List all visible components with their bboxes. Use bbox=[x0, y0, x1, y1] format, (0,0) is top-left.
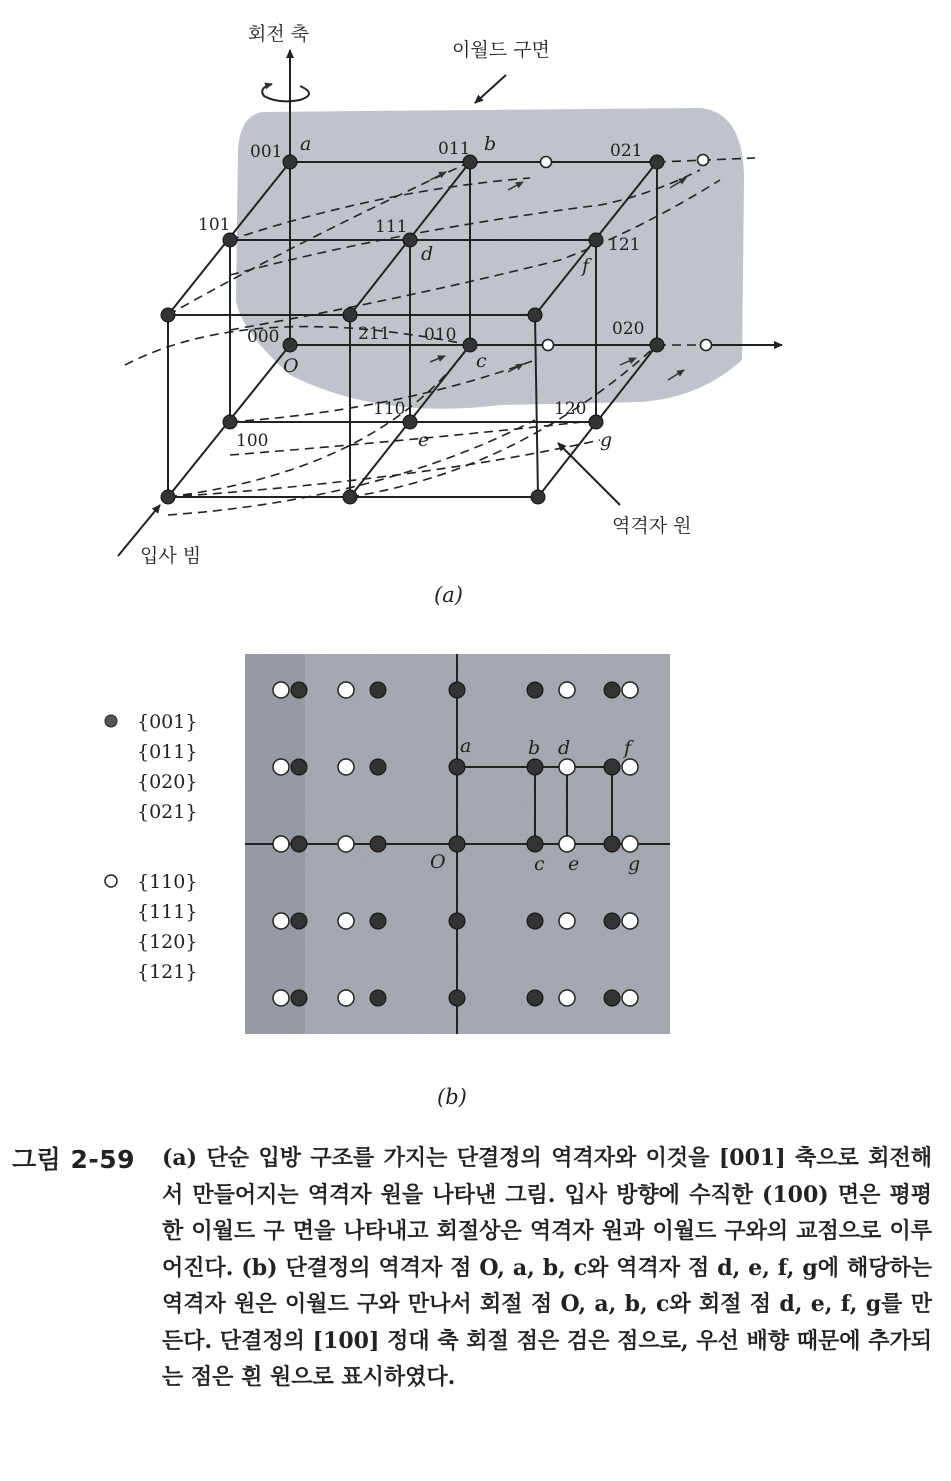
legend-filled-4: {021} bbox=[137, 801, 198, 823]
legend-open-4: {121} bbox=[137, 961, 198, 983]
spot-letter-f: f bbox=[624, 737, 632, 759]
legend-open-2: {111} bbox=[137, 901, 198, 923]
rotation-arrow-icon bbox=[262, 84, 309, 101]
label-001: 001 bbox=[250, 142, 283, 162]
caption-label: 그림 2-59 bbox=[12, 1145, 136, 1174]
label-000: 000 bbox=[247, 327, 280, 347]
legend-open-icon bbox=[105, 875, 117, 887]
point-020 bbox=[650, 338, 664, 352]
point-201 bbox=[161, 308, 175, 322]
label-100: 100 bbox=[236, 431, 269, 451]
letter-g: g bbox=[600, 429, 613, 451]
legend-open-1: {110} bbox=[137, 871, 198, 893]
label-021: 021 bbox=[610, 141, 643, 161]
legend-filled-1: {001} bbox=[137, 711, 198, 733]
point-120 bbox=[589, 415, 603, 429]
legend-filled-3: {020} bbox=[137, 771, 198, 793]
letter-f: f bbox=[582, 255, 590, 277]
reciprocal-circle-label: 역격자 원 bbox=[612, 515, 692, 537]
caption-text: (a) 단순 입방 구조를 가지는 단결정의 역격자와 이것을 [001] 축으로 회전해서 만들어지는 역격자 원을 나타낸 그림. 입사 방향에 수직한 (100) 면은 평평한 이월드 구 면을 나타내고 회절상은 역격자 원과 이월드 구와의 교점으로 이루어진다. (b) 단결정의 역격자 점 O, a, b, c와 역격자 점 d, e, f, g에 해당하는 역격자 원은 이월드 구와 만나서 회절 점 O, a, b, c와 회절 점 d, e, f, g를 만든다. 단결정의 [100] 정대 축 회절 점은 검은 점으로, 우선 배향 때문에 추가되는 점은 흰 원으로 표시하였다. bbox=[162, 1145, 932, 1390]
ewald-sphere-label: 이월드 구면 bbox=[452, 39, 550, 61]
label-020: 020 bbox=[612, 319, 645, 339]
point-021 bbox=[650, 155, 664, 169]
label-121: 121 bbox=[608, 235, 641, 255]
label-110: 110 bbox=[373, 399, 406, 419]
point-211 bbox=[343, 308, 357, 322]
point-100 bbox=[223, 415, 237, 429]
sublabel-a: (a) bbox=[434, 583, 463, 607]
legend-open-3: {120} bbox=[137, 931, 198, 953]
letter-c: c bbox=[476, 350, 487, 372]
point-010 bbox=[463, 338, 477, 352]
spot-letter-c: c bbox=[534, 853, 545, 875]
label-120: 120 bbox=[554, 399, 587, 419]
point-121 bbox=[589, 233, 603, 247]
ewald-pointer-arrow bbox=[475, 75, 506, 103]
letter-a: a bbox=[300, 133, 312, 155]
point-220 bbox=[531, 490, 545, 504]
spot-letter-a: a bbox=[460, 735, 472, 757]
spot-letter-e: e bbox=[568, 853, 580, 875]
point-210 bbox=[343, 490, 357, 504]
sublabel-b: (b) bbox=[437, 1085, 467, 1109]
letter-e: e bbox=[418, 429, 430, 451]
spot-letter-O: O bbox=[430, 851, 446, 873]
letter-O: O bbox=[283, 355, 299, 377]
point-001 bbox=[283, 155, 297, 169]
spot-letter-b: b bbox=[528, 737, 541, 759]
legend-filled-2: {011} bbox=[137, 741, 198, 763]
label-101: 101 bbox=[198, 215, 231, 235]
letter-d: d bbox=[421, 243, 434, 265]
label-211: 211 bbox=[358, 324, 391, 344]
rotation-axis-label: 회전 축 bbox=[248, 23, 310, 45]
label-011: 011 bbox=[438, 139, 471, 159]
letter-b: b bbox=[484, 133, 497, 155]
point-101 bbox=[223, 233, 237, 247]
point-221 bbox=[528, 308, 542, 322]
legend-filled-icon bbox=[105, 715, 117, 727]
circle-pointer-arrow bbox=[558, 443, 620, 505]
point-000 bbox=[283, 338, 297, 352]
label-111: 111 bbox=[375, 217, 408, 237]
label-010: 010 bbox=[424, 325, 457, 345]
point-200 bbox=[161, 490, 175, 504]
spot-letter-d: d bbox=[558, 737, 571, 759]
figure-a bbox=[0, 0, 951, 620]
incident-beam-label: 입사 빔 bbox=[140, 545, 202, 567]
figure-b bbox=[0, 640, 951, 1120]
spot-letter-g: g bbox=[628, 853, 641, 875]
